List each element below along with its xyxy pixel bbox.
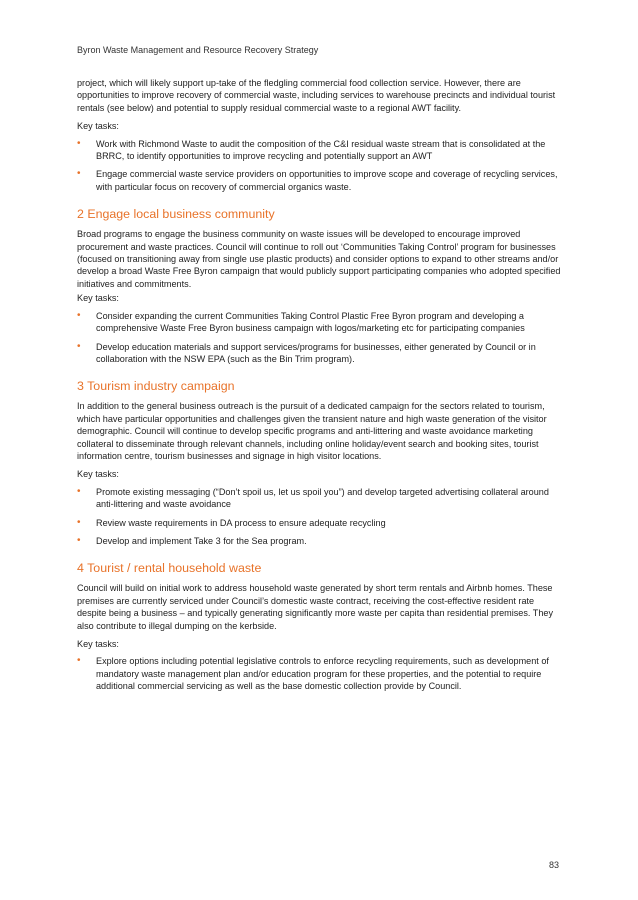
page-number: 83	[549, 860, 560, 870]
bullet-icon: •	[77, 309, 81, 321]
intro-bullet-list	[77, 138, 561, 194]
section-heading: 3 Tourism industry campaign	[77, 379, 235, 394]
bullet-icon: •	[77, 485, 81, 497]
list-item: • Engage commercial waste service providers on opportunities to improve scope and coverage of recycling services, with particular focus on recovery of commercial organics waste.	[77, 168, 558, 192]
section-bullet-list	[77, 310, 561, 366]
section-bullet-list	[77, 486, 561, 548]
key-tasks-label: Key tasks:	[77, 469, 119, 480]
key-tasks-label: Key tasks:	[77, 639, 119, 649]
bullet-icon: •	[77, 534, 81, 546]
key-tasks-label: Key tasks:	[77, 121, 119, 132]
list-item: • Develop education materials and support services/programs for businesses, either generated by Council or in collaboration with the NSW EPA (such as the Bin Trim program).	[77, 340, 536, 364]
bullet-icon: •	[77, 516, 81, 528]
bullet-icon: •	[77, 137, 81, 149]
intro-paragraph: project, which will likely support up-take of the fledgling commercial food collection service. However, there are opportunities to improve recovery of commercial waste, including services to warehouse precincts and individual tourist rentals (see below) and potential to supply residual commercial waste to a regional AWT facility.	[77, 78, 556, 113]
bullet-icon: •	[77, 168, 81, 180]
list-item: • Work with Richmond Waste to audit the composition of the C&I residual waste stream that is consolidated at the BRRC, to identify opportunities to improve recycling and potentially support an AWT	[77, 137, 546, 162]
section-paragraph: Broad programs to engage the business community on waste issues will be developed to encourage improved procurement and waste practices. Council will continue to roll out ‘Communities Taking Control’ program for businesses (focused on transitioning away from single use plastic products) and consider options to expand to other streams and/or develop a broad Waste Free Byron campaign that would publicly support participating companies who adopted specified initiatives and commitments.	[77, 229, 561, 289]
section-heading: 2 Engage local business community	[77, 207, 275, 222]
bullet-icon: •	[77, 655, 81, 667]
page-content	[77, 77, 561, 699]
section-paragraph: Council will build on initial work to address household waste generated by short term rentals and Airbnb homes. These premises are currently serviced under Council’s domestic waste contract, receiving the cost-effective resident rate despite being a business – and typically generating significantly more waste per capita than residential premises. They also contribute to illegal dumping on the kerbside.	[77, 583, 554, 631]
list-item: • Promote existing messaging (“Don’t spoil us, let us spoil you”) and develop targeted advertising collateral around anti-littering and waste avoidance	[77, 485, 549, 510]
list-item: • Develop and implement Take 3 for the Sea program.	[77, 534, 307, 546]
list-item: • Explore options including potential legislative controls to enforce recycling requirements, such as development of mandatory waste management plan and/or education program for these properties, and the potential to require additional commercial servicing as well as the base domestic collection provide by Council.	[77, 655, 549, 692]
key-tasks-label: Key tasks:	[77, 293, 119, 304]
list-item: • Review waste requirements in DA process to ensure adequate recycling	[77, 516, 386, 528]
section-heading: 4 Tourist / rental household waste	[77, 561, 262, 576]
section-bullet-list	[77, 655, 561, 692]
section-paragraph: In addition to the general business outreach is the pursuit of a dedicated campaign for the sectors related to tourism, which have particular opportunities and challenges given the transient nature and high waste generation of the visitor demographic. Council will continue to develop specific programs and anti-littering and waste avoidance marketing collateral to disseminate through relevant channels, including online holiday/event search and booking sites, tourist information centre, tourism businesses and signage in high visitor locations.	[77, 401, 547, 461]
list-item: • Consider expanding the current Communities Taking Control Plastic Free Byron program and developing a comprehensive Waste Free Byron business campaign with logos/marketing etc for participating companies	[77, 309, 525, 334]
document-header: Byron Waste Management and Resource Recovery Strategy	[77, 45, 319, 55]
bullet-icon: •	[77, 340, 81, 352]
